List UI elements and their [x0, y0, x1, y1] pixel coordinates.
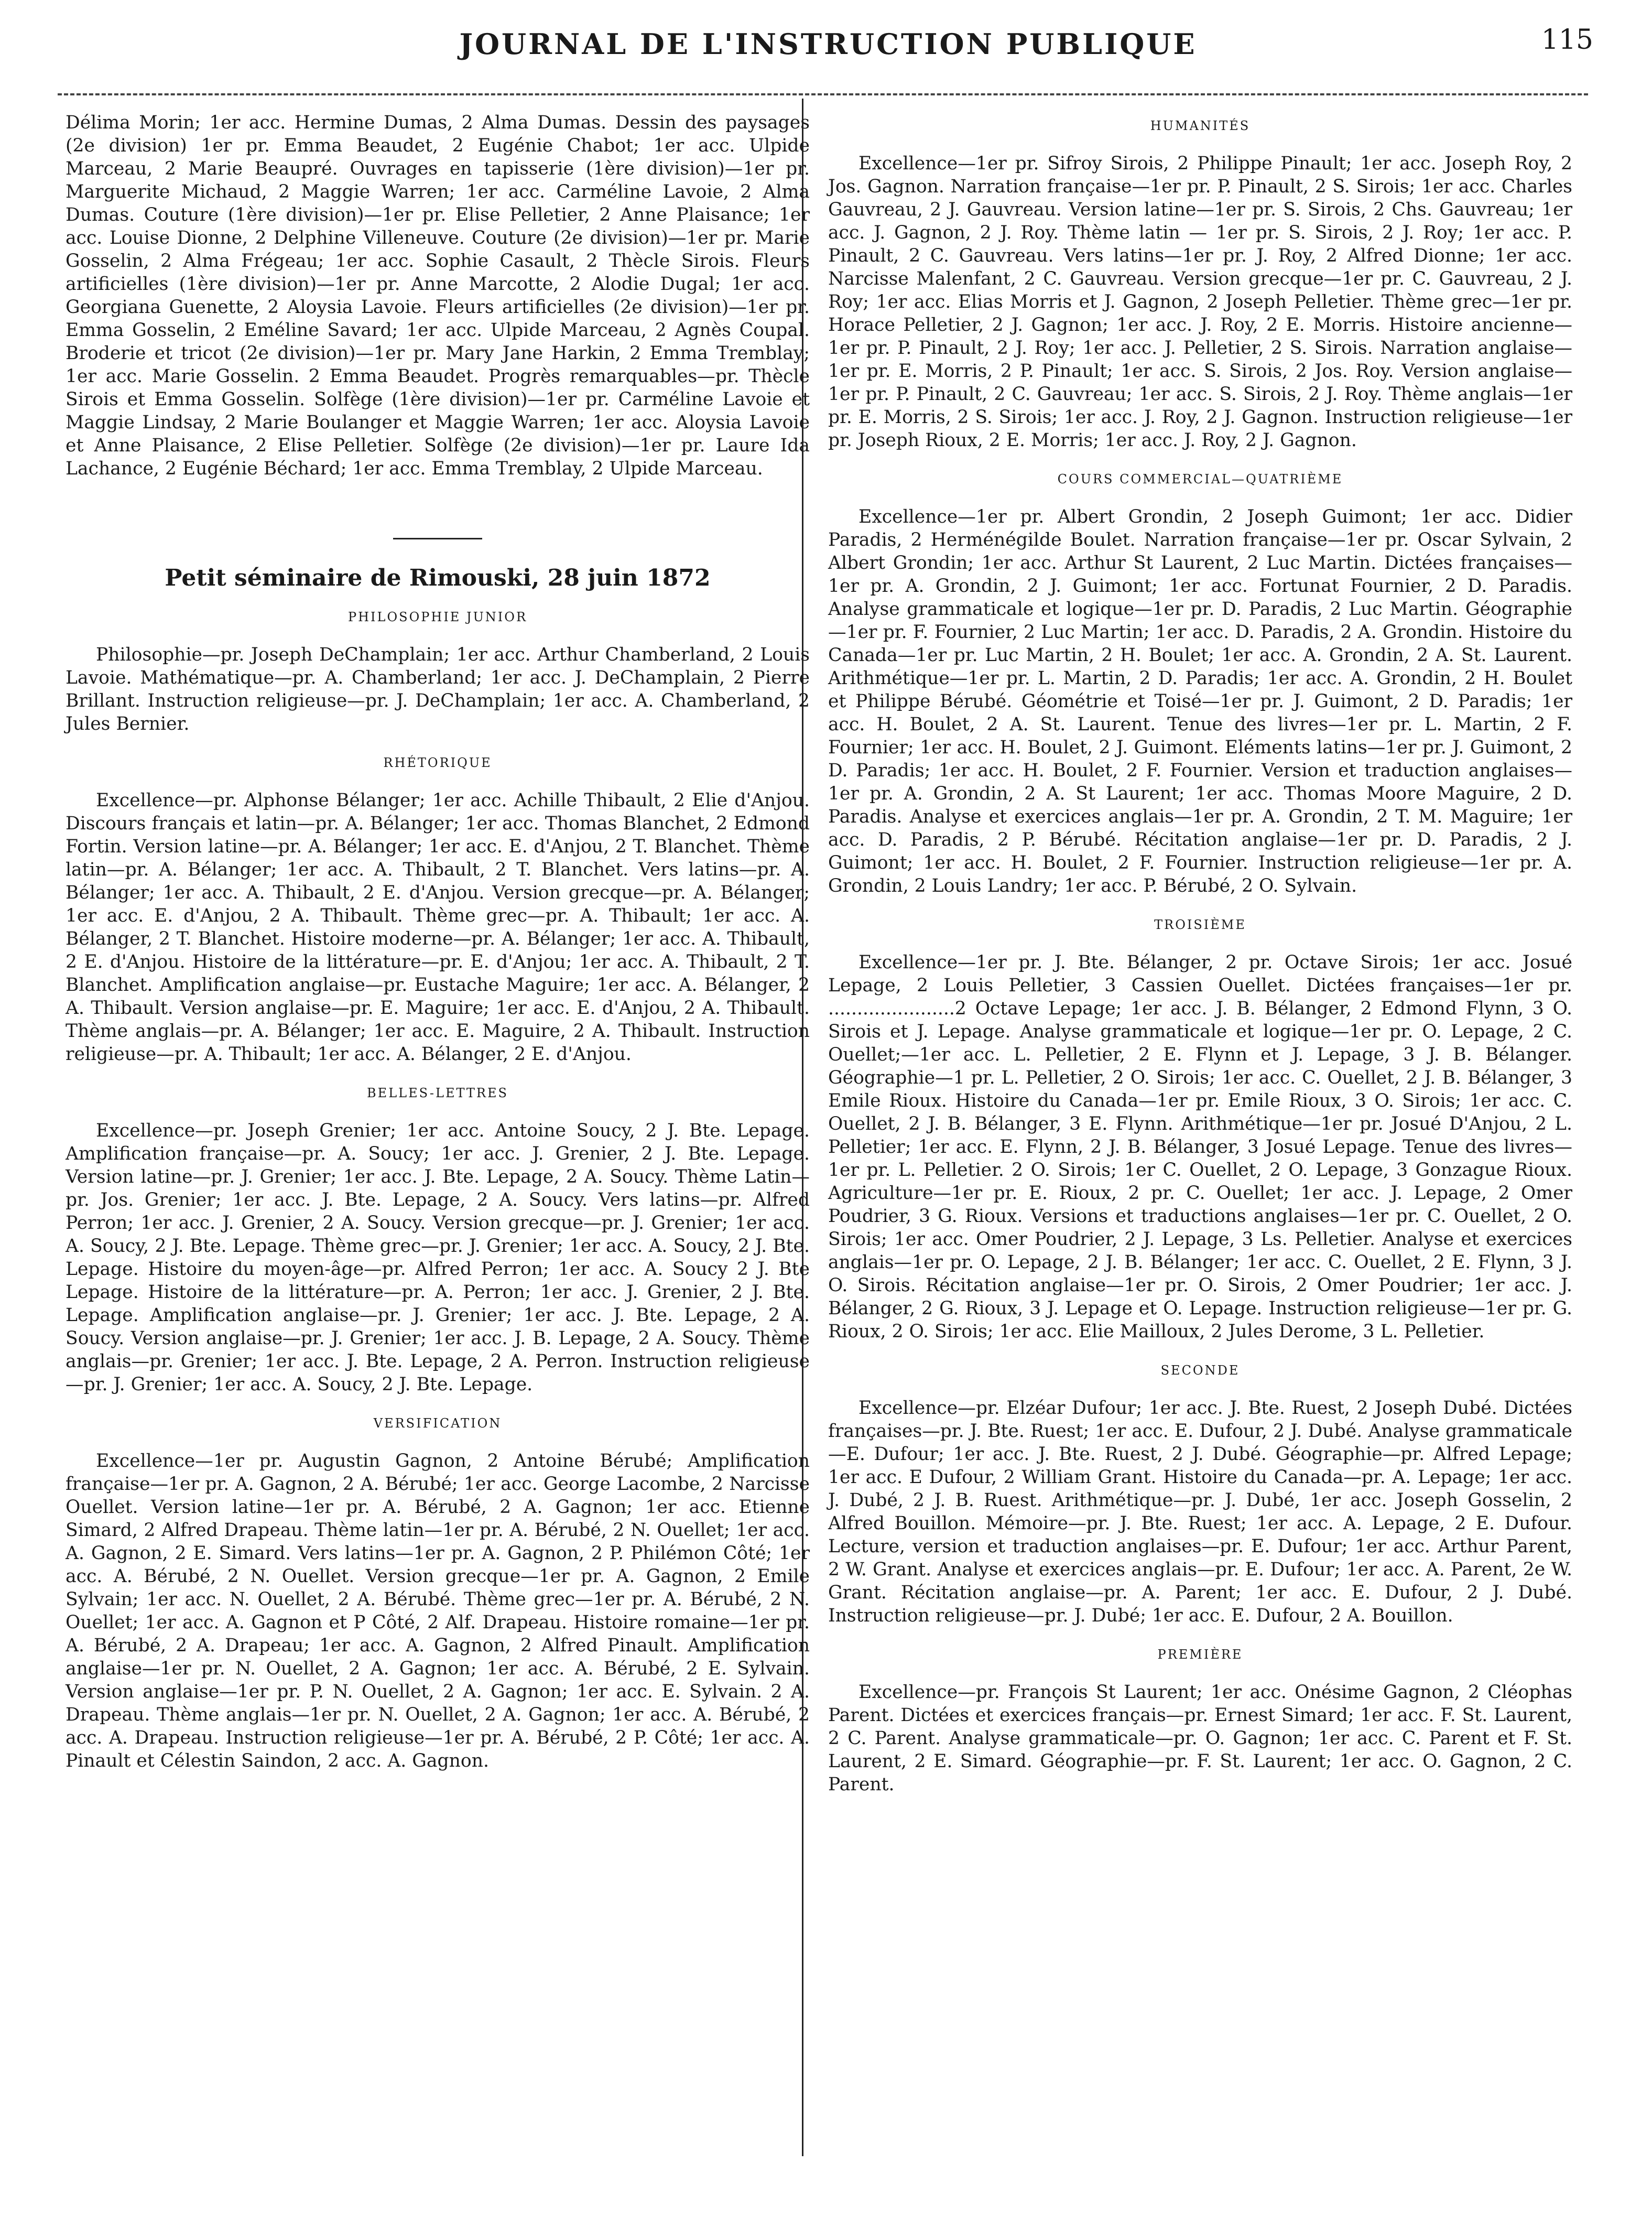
section-text-versification: Excellence—1er pr. Augustin Gagnon, 2 Antoine Bérubé; Amplification française—1er pr. A. Gagnon, 2 A. Bérubé; 1er acc. George Lacombe, 2 Narcisse Ouellet. Version latine—1er pr. A. Bérubé, 2 A. Gagnon; 1er acc. Etienne Simard, 2 Alfred Drapeau. Thème latin—1er pr. A. Bérubé, 2 N. Ouellet; 1er acc. A. Gagnon, 2 E. Simard. Vers latins—1er pr. A. Gagnon, 2 P. Philémon Côté; 1er acc. A. Bérubé, 2 N. Ouellet. Version grecque—1er pr. A. Gagnon, 2 Emile Sylvain; 1er acc. N. Ouellet, 2 A. Bérubé. Thème grec—1er pr. A. Bérubé, 2 N. Ouellet; 1er acc. A. Gagnon et P Côté, 2 Alf. Drapeau. Histoire romaine—1er pr. A. Bérubé, 2 A. Drapeau; 1er acc. A. Gagnon, 2 Alfred Pinault. Amplification anglaise—1er pr. N. Ouellet, 2 A. Gagnon; 1er acc. A. Bérubé, 2 E. Sylvain. Version anglaise—1er pr. P. N. Ouellet, 2 A. Gagnon; 1er acc. E. Sylvain. 2 A. Drapeau. Thème anglais—1er pr. N. Ouellet, 2 A. Gagnon; 1er acc. A. Bérubé, 2 acc. A. Drapeau. Instruction religieuse—1er pr. A. Bérubé, 2 P. Côté; 1er acc. A. Pinault et Célestin Saindon, 2 acc. A. Gagnon. — [66, 1451, 810, 1771]
section-heading-cours-commercial: COURS COMMERCIAL—QUATRIÈME — [1057, 472, 1343, 486]
section-text-philosophie: Philosophie—pr. Joseph DeChamplain; 1er acc. Arthur Chamberland, 2 Louis Lavoie. Mathématique—pr. A. Chamberland; 1er acc. J. DeChamplain, 2 Pierre Brillant. Instruction religieuse—pr. J. DeChamplain; 1er acc. A. Chamberland, 2 Jules Bernier. — [66, 644, 810, 734]
section-separator — [393, 538, 482, 539]
section-text-rhetorique: Excellence—pr. Alphonse Bélanger; 1er acc. Achille Thibault, 2 Elie d'Anjou. Discours français et latin—pr. A. Bélanger; 1er acc. Thomas Blanchet, 2 Edmond Fortin. Version latine—pr. A. Bélanger; 1er acc. E. d'Anjou, 2 T. Blanchet. Thème latin—pr. A. Bélanger; 1er acc. A. Thibault, 2 T. Blanchet. Vers latins—pr. A. Bélanger; 1er acc. A. Thibault, 2 E. d'Anjou. Version grecque—pr. A. Bélanger; 1er acc. E. d'Anjou, 2 A. Thibault. Thème grec—pr. A. Thibault; 1er acc. A. Bélanger, 2 T. Blanchet. Histoire moderne—pr. A. Bélanger; 1er acc. A. Thibault, 2 E. d'Anjou. Histoire de la littérature—pr. E. d'Anjou; 1er acc. A. Thibault, 2 T. Blanchet. Amplification anglaise—pr. Eustache Maguire; 1er acc. A. Bélanger, 2 A. Thibault. Version anglaise—pr. E. Maguire; 1er acc. E. d'Anjou, 2 A. Thibault. Thème anglais—pr. A. Bélanger; 1er acc. E. Maguire, 2 A. Thibault. Instruction religieuse—pr. A. Thibault; 1er acc. A. Bélanger, 2 E. d'Anjou. — [66, 790, 810, 1065]
section-heading-rhetorique: RHÉTORIQUE — [383, 755, 492, 770]
school-heading: Petit séminaire de Rimouski, 28 juin 1872 — [165, 565, 711, 591]
section-text-troisieme: Excellence—1er pr. J. Bte. Bélanger, 2 pr. Octave Sirois; 1er acc. Josué Lepage, 2 Louis Pelletier, 3 Cassien Ouellet. Dictées françaises—1er pr. ......................2 Octave Lepage; 1er acc. J. B. Bélanger, 2 Edmond Flynn, 3 O. Sirois et J. Lepage. Analyse grammaticale et logique—1er pr. O. Lepage, 2 C. Ouellet;—1er acc. L. Pelletier, 2 E. Flynn et J. Lepage, 3 J. B. Bélanger. Géographie—1 pr. L. Pelletier, 2 O. Sirois; 1er acc. C. Ouellet, 2 J. B. Bélanger, 3 Emile Rioux. Histoire du Canada—1er pr. Emile Rioux, 3 O. Sirois; 1er acc. C. Ouellet, 2 J. B. Bélanger, 3 E. Flynn. Arithmétique—1er pr. Josué D'Anjou, 2 L. Pelletier; 1er acc. E. Flynn, 2 J. B. Bélanger, 3 Josué Lepage. Tenue des livres—1er pr. L. Pelletier. 2 O. Sirois; 1er C. Ouellet, 2 O. Lepage, 3 Gonzague Rioux. Agriculture—1er pr. E. Rioux, 2 pr. C. Ouellet; 1er acc. J. Lepage, 2 Omer Poudrier, 3 G. Rioux. Versions et traductions anglaises—1er pr. C. Ouellet, 2 O. Sirois; 1er acc. Omer Poudrier, 2 J. Lepage, 3 Ls. Pelletier. Analyse et exercices anglais—1er pr. O. Lepage, 2 J. B. Bélanger; 1er acc. C. Ouellet, 2 E. Flynn, 3 J. O. Sirois. Récitation anglaise—1er pr. O. Sirois, 2 Omer Poudrier; 1er acc. J. Bélanger, 2 G. Rioux, 3 J. Lepage et O. Lepage. Instruction religieuse—1er pr. G. Rioux, 2 O. Sirois; 1er acc. Elie Mailloux, 2 Jules Derome, 3 L. Pelletier. — [828, 952, 1572, 1342]
section-heading-versification: VERSIFICATION — [373, 1416, 502, 1431]
page-number: 115 — [1541, 24, 1593, 56]
section-text-seconde: Excellence—pr. Elzéar Dufour; 1er acc. J. Bte. Ruest, 2 Joseph Dubé. Dictées françaises—pr. J. Bte. Ruest; 1er acc. E. Dufour, 2 J. Dubé. Analyse grammaticale—E. Dufour; 1er acc. J. Bte. Ruest, 2 J. Dubé. Géographie—pr. Alfred Lepage; 1er acc. E Dufour, 2 William Grant. Histoire du Canada—pr. A. Lepage; 1er acc. J. Dubé, 2 J. B. Ruest. Arithmétique—pr. J. Dubé, 1er acc. Joseph Gosselin, 2 Alfred Bouillon. Mémoire—pr. J. Bte. Ruest; 1er acc. A. Lepage, 2 E. Dufour. Lecture, version et traduction anglaises—pr. E. Dufour; 1er acc. Arthur Parent, 2 W. Grant. Analyse et exercices anglais—pr. E. Dufour; 1er acc. A. Parent, 2e W. Grant. Récitation anglaise—pr. A. Parent; 1er acc. E. Dufour, 2 J. Dubé. Instruction religieuse—pr. J. Dubé; 1er acc. E. Dufour, 2 A. Bouillon. — [828, 1398, 1572, 1626]
section-text-belles-lettres: Excellence—pr. Joseph Grenier; 1er acc. Antoine Soucy, 2 J. Bte. Lepage. Amplification française—pr. A. Soucy; 1er acc. J. Grenier, 2 J. Bte. Lepage. Version latine—pr. J. Grenier; 1er acc. J. Bte. Lepage, 2 A. Soucy. Thème Latin—pr. Jos. Grenier; 1er acc. J. Bte. Lepage, 2 A. Soucy. Vers latins—pr. Alfred Perron; 1er acc. J. Grenier, 2 A. Soucy. Version grecque—pr. J. Grenier; 1er acc. A. Soucy, 2 J. Bte. Lepage. Thème grec—pr. J. Grenier; 1er acc. A. Soucy, 2 J. Bte. Lepage. Histoire du moyen-âge—pr. Alfred Perron; 1er acc. A. Soucy 2 J. Bte Lepage. Histoire de la littérature—pr. A. Perron; 1er acc. J. Grenier, 2 J. Bte. Lepage. Amplification anglaise—pr. J. Grenier; 1er acc. J. Bte. Lepage, 2 A. Soucy. Version anglaise—pr. J. Grenier; 1er acc. J. B. Lepage, 2 A. Soucy. Thème anglais—pr. Grenier; 1er acc. J. Bte. Lepage, 2 A. Perron. Instruction religieuse—pr. J. Grenier; 1er acc. A. Soucy, 2 J. Bte. Lepage. — [66, 1120, 810, 1395]
right-column — [828, 111, 1572, 1796]
section-heading-humanites: HUMANITÉS — [1150, 118, 1251, 133]
section-text-humanites: Excellence—1er pr. Sifroy Sirois, 2 Philippe Pinault; 1er acc. Joseph Roy, 2 Jos. Gagnon. Narration française—1er pr. P. Pinault, 2 S. Sirois; 1er acc. Charles Gauvreau, 2 J. Gauvreau. Version latine—1er pr. S. Sirois, 2 Chs. Gauvreau; 1er acc. J. Gagnon, 2 J. Roy. Thème latin — 1er pr. S. Sirois, 2 J. Roy; 1er acc. P. Pinault, 2 C. Gauvreau. Vers latins—1er pr. J. Roy, 2 Alfred Dionne; 1er acc. Narcisse Malenfant, 2 C. Gauvreau. Version grecque—1er pr. C. Gauvreau, 2 J. Roy; 1er acc. Elias Morris et J. Gagnon, 2 Joseph Pelletier. Thème grec—1er pr. Horace Pelletier, 2 J. Gagnon; 1er acc. J. Roy, 2 E. Morris. Histoire ancienne—1er pr. P. Pinault, 2 J. Roy; 1er acc. J. Pelletier, 2 S. Sirois. Narration anglaise—1er pr. E. Morris, 2 P. Pinault; 1er acc. S. Sirois, 2 Jos. Roy. Version anglaise—1er pr. P. Pinault, 2 C. Gauvreau; 1er acc. S. Sirois, 2 J. Roy. Thème anglais—1er pr. E. Morris, 2 S. Sirois; 1er acc. J. Roy, 2 J. Gagnon. Instruction religieuse—1er pr. Joseph Rioux, 2 E. Morris; 1er acc. J. Roy, 2 J. Gagnon. — [828, 153, 1572, 451]
journal-title: JOURNAL DE L'INSTRUCTION PUBLIQUE — [459, 27, 1197, 61]
section-text-cours-commercial: Excellence—1er pr. Albert Grondin, 2 Joseph Guimont; 1er acc. Didier Paradis, 2 Herménégilde Boulet. Narration française—1er pr. Oscar Sylvain, 2 Albert Grondin; 1er acc. Arthur St Laurent, 2 Luc Martin. Dictées françaises—1er pr. A. Grondin, 2 J. Guimont; 1er acc. Fortunat Fournier, 2 D. Paradis. Analyse grammaticale et logique—1er pr. D. Paradis, 2 Luc Martin. Géographie—1er pr. F. Fournier, 2 Luc Martin; 1er acc. D. Paradis, 2 A. Grondin. Histoire du Canada—1er pr. Luc Martin, 2 H. Boulet; 1er acc. A. Grondin, 2 A. St. Laurent. Arithmétique—1er pr. L. Martin, 2 D. Paradis; 1er acc. A. Grondin, 2 H. Boulet et Philippe Bérubé. Géométrie et Toisé—1er pr. J. Guimont, 2 D. Paradis; 1er acc. H. Boulet, 2 A. St. Laurent. Tenue des livres—1er pr. L. Martin, 2 F. Fournier; 1er acc. H. Boulet, 2 J. Guimont. Eléments latins—1er pr. J. Guimont, 2 D. Paradis; 1er acc. H. Boulet, 2 F. Fournier. Version et traduction anglaises—1er pr. A. Grondin, 2 A. St Laurent; 1er acc. Thomas Moore Maguire, 2 D. Paradis. Analyse et exercices anglais—1er pr. A. Grondin, 2 T. M. Maguire; 1er acc. D. Paradis, 2 P. Bérubé. Récitation anglaise—1er pr. D. Paradis, 2 J. Guimont; 1er acc. H. Boulet, 2 F. Fournier. Instruction religieuse—1er pr. A. Grondin, 2 Louis Landry; 1er acc. P. Bérubé, 2 O. Sylvain. — [828, 506, 1572, 896]
left-column — [66, 111, 810, 1772]
header-rule — [58, 93, 1588, 95]
continued-paragraph: Délima Morin; 1er acc. Hermine Dumas, 2 Alma Dumas. Dessin des paysages (2e division) 1er pr. Emma Beaudet, 2 Eugénie Chabot; 1er acc. Ulpide Marceau, 2 Marie Beaupré. Ouvrages en tapisserie (1ère division)—1er pr. Marguerite Michaud, 2 Maggie Warren; 1er acc. Carméline Lavoie, 2 Alma Dumas. Couture (1ère division)—1er pr. Elise Pelletier, 2 Anne Plaisance; 1er acc. Louise Dionne, 2 Delphine Villeneuve. Couture (2e division)—1er pr. Marie Gosselin, 2 Alma Frégeau; 1er acc. Sophie Casault, 2 Thècle Sirois. Fleurs artificielles (1ère division)—1er pr. Anne Marcotte, 2 Alodie Dugal; 1er acc. Georgiana Guenette, 2 Aloysia Lavoie. Fleurs artificielles (2e division)—1er pr. Emma Gosselin, 2 Eméline Savard; 1er acc. Ulpide Marceau, 2 Agnès Coupal. Broderie et tricot (2e division)—1er pr. Mary Jane Harkin, 2 Emma Tremblay; 1er acc. Marie Gosselin. 2 Emma Beaudet. Progrès remarquables—pr. Thècle Sirois et Emma Gosselin. Solfège (1ère division)—1er pr. Carméline Lavoie et Maggie Lindsay, 2 Marie Boulanger et Maggie Warren; 1er acc. Aloysia Lavoie et Anne Plaisance, 2 Elise Pelletier. Solfège (2e division)—1er pr. Laure Ida Lachance, 2 Eugénie Béchard; 1er acc. Emma Tremblay, 2 Ulpide Marceau. — [66, 112, 810, 479]
section-heading-premiere: PREMIÈRE — [1157, 1647, 1243, 1662]
section-heading-belles-lettres: BELLES-LETTRES — [367, 1086, 508, 1100]
section-heading-seconde: SECONDE — [1160, 1363, 1240, 1378]
section-heading-troisieme: TROISIÈME — [1154, 917, 1246, 932]
section-heading-philosophie: PHILOSOPHIE JUNIOR — [347, 610, 528, 624]
section-text-premiere: Excellence—pr. François St Laurent; 1er acc. Onésime Gagnon, 2 Cléophas Parent. Dictées et exercices français—pr. Ernest Simard; 1er acc. F. St. Laurent, 2 C. Parent. Analyse grammaticale—pr. O. Gagnon; 1er acc. C. Parent et F. St. Laurent, 2 E. Simard. Géographie—pr. F. St. Laurent; 1er acc. O. Gagnon, 2 C. Parent. — [828, 1682, 1572, 1795]
page-header — [58, 20, 1599, 67]
